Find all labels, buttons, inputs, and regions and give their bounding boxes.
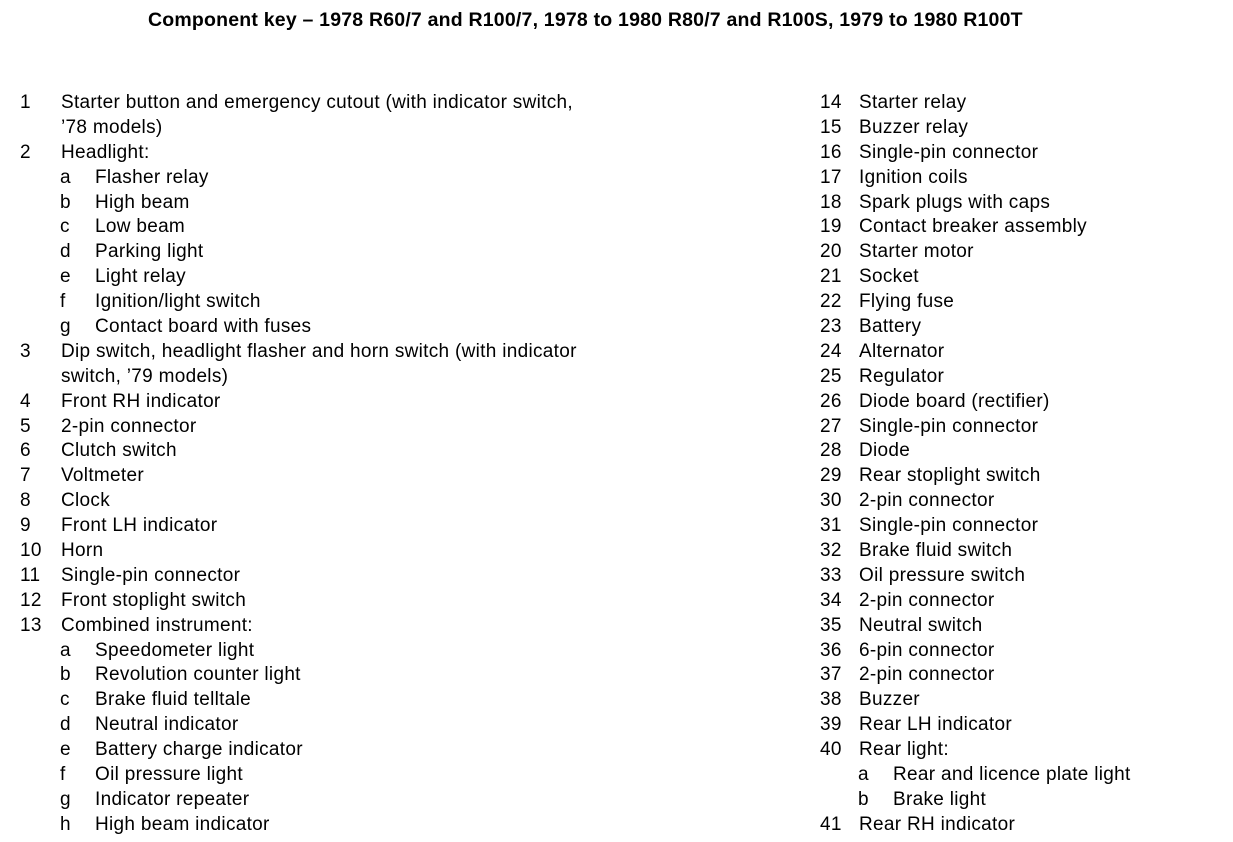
sub-item-letter: e [60, 739, 71, 761]
list-item-label: Single-pin connector [859, 141, 1039, 163]
sub-item [20, 738, 720, 763]
list-item [20, 390, 720, 415]
list-item-label: Headlight: [61, 141, 150, 163]
list-item [820, 141, 1220, 166]
sub-item [20, 191, 720, 216]
list-item-label: Single-pin connector [859, 515, 1039, 537]
sub-item-letter: c [60, 689, 70, 711]
list-item-number: 41 [820, 813, 842, 835]
sub-item-label: Battery charge indicator [95, 739, 303, 761]
sub-item-label: Brake light [893, 788, 987, 810]
sub-item-letter: a [60, 166, 71, 188]
list-item-label: Horn [61, 540, 104, 562]
list-item-number: 32 [820, 540, 842, 562]
sub-item-letter: g [60, 316, 71, 338]
list-item-number: 28 [820, 440, 842, 462]
sub-item-label: Revolution counter light [95, 664, 301, 686]
list-item [20, 415, 720, 440]
list-item-number: 21 [820, 266, 842, 288]
list-item-number: 14 [820, 92, 842, 113]
page-title: Component key – 1978 R60/7 and R100/7, 1978 to 1980 R80/7 and R100S, 1979 to 1980 R100T [148, 9, 1023, 31]
list-item [820, 639, 1220, 664]
list-item-label: ’78 models) [61, 116, 163, 138]
list-item [820, 340, 1220, 365]
sub-item [20, 813, 720, 838]
list-item-number: 33 [820, 564, 842, 586]
list-item [20, 464, 720, 489]
list-item-label: Clock [61, 490, 111, 512]
list-item-label: Rear RH indicator [859, 813, 1016, 835]
list-item-number: 39 [820, 714, 842, 736]
list-item-number: 34 [820, 589, 842, 611]
sub-item [20, 663, 720, 688]
list-item-number: 19 [820, 216, 842, 238]
list-item-number: 5 [20, 415, 31, 437]
list-item [820, 464, 1220, 489]
list-item-label: Flying fuse [859, 291, 955, 313]
list-item [20, 614, 720, 639]
list-item-label: switch, ’79 models) [61, 365, 229, 387]
sub-item [20, 688, 720, 713]
list-item-number: 29 [820, 465, 842, 487]
sub-item-label: Contact board with fuses [95, 316, 312, 338]
list-item [20, 439, 720, 464]
list-item [20, 514, 720, 539]
list-item-label: Regulator [859, 365, 945, 387]
sub-item-letter: f [60, 291, 66, 313]
list-item [820, 265, 1220, 290]
list-item-number: 23 [820, 316, 842, 338]
list-item [820, 514, 1220, 539]
sub-item [20, 215, 720, 240]
list-item-number: 36 [820, 639, 842, 661]
list-item-number: 4 [20, 390, 31, 412]
list-item-number: 26 [820, 390, 842, 412]
list-item [820, 240, 1220, 265]
list-item [20, 539, 720, 564]
list-item-label: Rear light: [859, 739, 949, 761]
list-item-number: 35 [820, 614, 842, 636]
list-item [820, 365, 1220, 390]
sub-item [20, 788, 720, 813]
sub-item-letter: c [60, 216, 70, 238]
list-item-number: 18 [820, 191, 842, 213]
list-item-label: Oil pressure switch [859, 564, 1026, 586]
list-item-number: 9 [20, 515, 31, 537]
list-item-label: Single-pin connector [859, 415, 1039, 437]
list-item-label: Starter relay [859, 92, 967, 113]
list-item-number: 16 [820, 141, 842, 163]
list-item-label: 6-pin connector [859, 639, 995, 661]
component-list-left [20, 91, 720, 838]
list-item [20, 340, 720, 365]
sub-item [20, 763, 720, 788]
sub-item-label: Low beam [95, 216, 186, 238]
sub-item-label: Neutral indicator [95, 714, 239, 736]
list-item-label: Dip switch, headlight flasher and horn switch (with indicator [61, 340, 577, 362]
component-list-right [820, 91, 1220, 838]
sub-item-letter: d [60, 714, 71, 736]
list-item-number: 30 [820, 490, 842, 512]
list-item [20, 489, 720, 514]
list-item [820, 539, 1220, 564]
list-item-number: 27 [820, 415, 842, 437]
list-item [820, 290, 1220, 315]
list-item [20, 141, 720, 166]
list-item-label: 2-pin connector [859, 490, 995, 512]
sub-item [20, 265, 720, 290]
list-item-label: Front LH indicator [61, 515, 218, 537]
list-item-number: 25 [820, 365, 842, 387]
list-item-label: Battery [859, 316, 922, 338]
list-item-label: Starter button and emergency cutout (with indicator switch, [61, 92, 573, 113]
list-item-label: Socket [859, 266, 919, 288]
list-item [820, 415, 1220, 440]
list-item-label: Buzzer [859, 689, 920, 711]
sub-item-letter: e [60, 266, 71, 288]
list-item-label: Starter motor [859, 241, 974, 263]
list-item-label: Diode [859, 440, 911, 462]
sub-item-letter: h [60, 813, 71, 835]
list-item [820, 116, 1220, 141]
list-item-label: Spark plugs with caps [859, 191, 1051, 213]
list-item-label: Front stoplight switch [61, 589, 247, 611]
list-item-label: Neutral switch [859, 614, 983, 636]
list-item [820, 91, 1220, 116]
sub-item [20, 713, 720, 738]
sub-item-label: Brake fluid telltale [95, 689, 251, 711]
list-item [820, 315, 1220, 340]
sub-item-letter: f [60, 764, 66, 786]
sub-item-label: Indicator repeater [95, 788, 250, 810]
sub-item-label: Light relay [95, 266, 186, 288]
sub-item [20, 290, 720, 315]
list-item-label: 2-pin connector [61, 415, 197, 437]
list-item [820, 738, 1220, 763]
sub-item-letter: g [60, 788, 71, 810]
list-item [20, 564, 720, 589]
list-item [820, 439, 1220, 464]
list-item-label: Single-pin connector [61, 564, 241, 586]
sub-item-letter: a [858, 764, 869, 786]
list-item-number: 12 [20, 589, 42, 611]
list-item-number: 38 [820, 689, 842, 711]
list-item-label: Ignition coils [859, 166, 968, 188]
sub-item [20, 166, 720, 191]
list-item-number: 6 [20, 440, 31, 462]
list-item-number: 22 [820, 291, 842, 313]
list-item [820, 564, 1220, 589]
list-item [820, 589, 1220, 614]
list-item-label: Diode board (rectifier) [859, 390, 1050, 412]
list-item-number: 8 [20, 490, 31, 512]
sub-item [820, 763, 1220, 788]
sub-item-label: Ignition/light switch [95, 291, 261, 313]
list-item-continuation [20, 116, 720, 141]
sub-item [20, 639, 720, 664]
list-item-label: Contact breaker assembly [859, 216, 1087, 238]
sub-item-label: Flasher relay [95, 166, 209, 188]
sub-item-letter: a [60, 639, 71, 661]
sub-item [20, 240, 720, 265]
list-item [820, 166, 1220, 191]
sub-item-label: Rear and licence plate light [893, 764, 1131, 786]
list-item-number: 1 [20, 92, 31, 113]
list-item-label: Front RH indicator [61, 390, 221, 412]
sub-item-letter: b [858, 788, 869, 810]
list-item-label: 2-pin connector [859, 589, 995, 611]
list-item [820, 215, 1220, 240]
sub-item-letter: b [60, 191, 71, 213]
list-item [20, 589, 720, 614]
list-item-number: 15 [820, 116, 842, 138]
list-item [820, 813, 1220, 838]
sub-item-label: Speedometer light [95, 639, 255, 661]
list-item-label: Combined instrument: [61, 614, 253, 636]
sub-item-label: Oil pressure light [95, 764, 243, 786]
list-item-number: 24 [820, 340, 842, 362]
list-item-number: 10 [20, 540, 42, 562]
list-item-label: Rear LH indicator [859, 714, 1012, 736]
sub-item [20, 315, 720, 340]
sub-item-letter: b [60, 664, 71, 686]
list-item-label: Clutch switch [61, 440, 177, 462]
list-item-label: Buzzer relay [859, 116, 969, 138]
list-item-label: 2-pin connector [859, 664, 995, 686]
list-item [820, 390, 1220, 415]
list-item-number: 11 [20, 564, 41, 586]
list-item-label: Voltmeter [61, 465, 144, 487]
list-item-number: 37 [820, 664, 842, 686]
list-item-label: Brake fluid switch [859, 540, 1013, 562]
list-item-number: 7 [20, 465, 31, 487]
list-item [820, 614, 1220, 639]
list-item-continuation [20, 365, 720, 390]
sub-item [820, 788, 1220, 813]
list-item-number: 2 [20, 141, 31, 163]
list-item-label: Alternator [859, 340, 945, 362]
list-item [820, 688, 1220, 713]
sub-item-label: High beam indicator [95, 813, 270, 835]
list-item-number: 20 [820, 241, 842, 263]
list-item [820, 663, 1220, 688]
list-item-number: 13 [20, 614, 42, 636]
list-item [20, 91, 720, 116]
list-item-number: 40 [820, 739, 842, 761]
sub-item-letter: d [60, 241, 71, 263]
list-item [820, 713, 1220, 738]
list-item-number: 17 [820, 166, 842, 188]
list-item [820, 191, 1220, 216]
list-item-label: Rear stoplight switch [859, 465, 1041, 487]
sub-item-label: High beam [95, 191, 190, 213]
list-item [820, 489, 1220, 514]
list-item-number: 3 [20, 340, 31, 362]
sub-item-label: Parking light [95, 241, 204, 263]
list-item-number: 31 [820, 515, 842, 537]
